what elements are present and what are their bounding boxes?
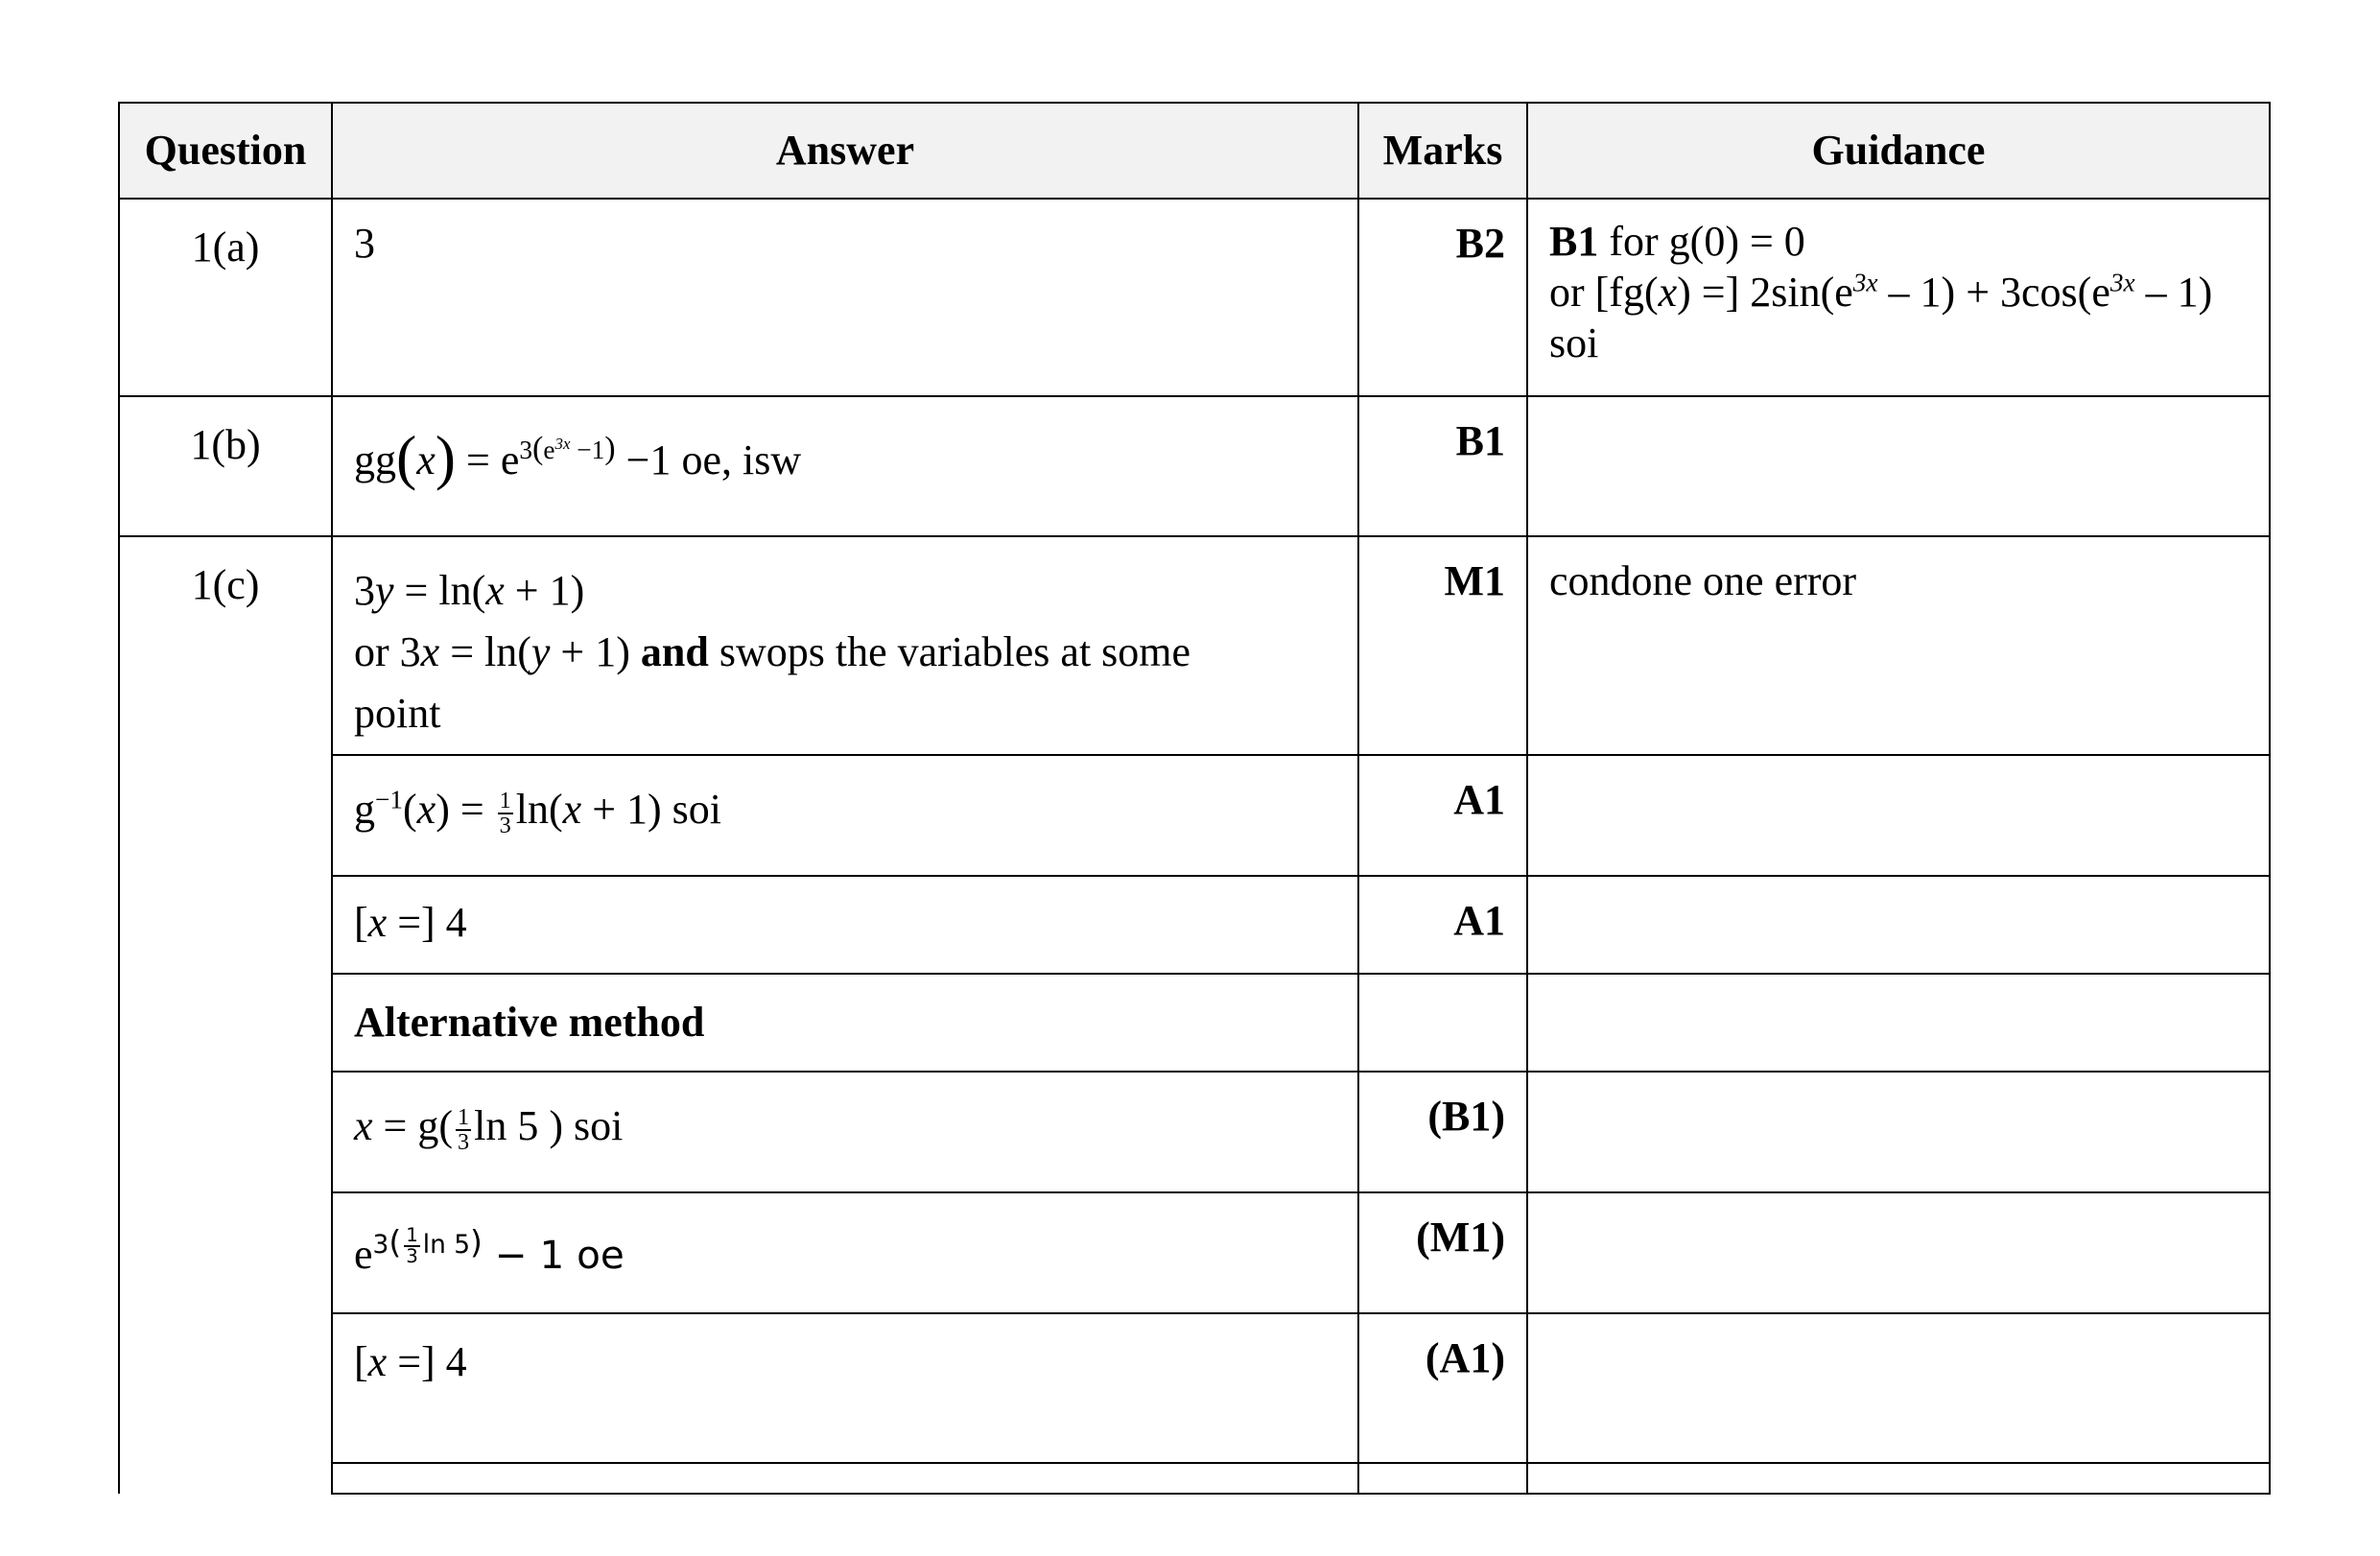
math-text: = e: [456, 436, 520, 483]
math-text: =] 4: [387, 899, 467, 946]
math-var: x: [485, 567, 505, 614]
math-text: + 1): [504, 567, 585, 614]
header-answer: Answer: [332, 103, 1358, 199]
marks-cell: M1: [1358, 536, 1527, 755]
answer-cell: [332, 1313, 1358, 1463]
answer-cell: [332, 1192, 1358, 1313]
marks-cell: (A1): [1358, 1313, 1527, 1463]
header-guidance: Guidance: [1527, 103, 2270, 199]
continuation-cell: [1527, 1463, 2270, 1494]
header-marks: Marks: [1358, 103, 1527, 199]
table-row: [119, 1192, 2270, 1313]
guidance-cell: [1527, 876, 2270, 974]
math-text: (: [403, 786, 417, 833]
header-question: Question: [119, 103, 332, 199]
math-exponent: 3( 1 3 ln 5): [372, 1223, 483, 1267]
math-var: x: [416, 436, 436, 483]
answer-cell: 3: [332, 199, 1358, 396]
table-row: [119, 755, 2270, 876]
table-row: [119, 1072, 2270, 1192]
answer-cell: [332, 876, 1358, 974]
answer-cell: [332, 1072, 1358, 1192]
section-heading: Alternative method: [332, 974, 1358, 1072]
math-text: + 1): [550, 627, 641, 675]
math-var: x: [354, 1102, 373, 1149]
math-text: 3: [354, 567, 375, 614]
answer-cell: [332, 536, 1358, 755]
math-text: [: [354, 1338, 368, 1385]
math-text: ln(: [515, 786, 563, 833]
continuation-row: [119, 1463, 2270, 1494]
math-text: [: [354, 899, 368, 946]
math-exponent: 3x: [1852, 268, 1878, 297]
guidance-cell: condone one error: [1527, 536, 2270, 755]
math-var: y: [375, 567, 394, 614]
math-text: = ln(: [393, 567, 486, 614]
answer-text: swops the variables at some: [708, 627, 1191, 675]
math-text: or 3: [354, 627, 421, 675]
table-row: [119, 396, 2270, 536]
math-text: e: [354, 1230, 373, 1278]
marks-cell: B2: [1358, 199, 1527, 396]
marks-cell: [1358, 974, 1527, 1072]
math-text: ln 5 ) soi: [474, 1102, 624, 1149]
math-text: =] 4: [387, 1338, 467, 1385]
question-number: 1(c): [119, 536, 332, 1494]
math-text: = ln(: [439, 627, 531, 675]
emphasis-text: and: [640, 627, 709, 675]
guidance-text: ) =] 2sin(e: [1677, 268, 1853, 316]
answer-cell: $gg(x) = e^{3(e^{3x} -1)} -1$ oe, isw: [332, 396, 1358, 536]
continuation-cell: [1358, 1463, 1527, 1494]
marks-cell: A1: [1358, 755, 1527, 876]
math-var: x: [420, 627, 440, 675]
guidance-text: for g(0) = 0: [1598, 218, 1805, 265]
question-number: 1(b): [119, 396, 332, 536]
math-var: x: [367, 899, 388, 946]
table-row: [119, 536, 2270, 755]
math-exponent: 3x: [2109, 268, 2135, 297]
guidance-cell: [1527, 974, 2270, 1072]
table-row: [119, 1313, 2270, 1463]
marks-cell: (M1): [1358, 1192, 1527, 1313]
table-row: [119, 876, 2270, 974]
continuation-cell: [332, 1463, 1358, 1494]
table-row: [119, 974, 2270, 1072]
math-var: y: [530, 627, 551, 675]
guidance-cell: [1527, 1072, 2270, 1192]
marks-cell: A1: [1358, 876, 1527, 974]
mark-scheme-table: [118, 102, 2271, 1495]
math-text: gg: [354, 436, 396, 483]
fraction: $\frac{1}{3}$: [458, 1103, 470, 1155]
guidance-cell: [1527, 199, 2270, 396]
math-text: − 1 oe: [482, 1231, 624, 1278]
math-var: x: [416, 786, 436, 833]
math-exponent: 3(e3x −1): [519, 431, 616, 467]
answer-cell: [332, 755, 1358, 876]
guidance-text: – 1) + 3cos(e: [1877, 268, 2110, 316]
table-row: [119, 199, 2270, 396]
math-text: + 1) soi: [581, 786, 722, 833]
marks-cell: (B1): [1358, 1072, 1527, 1192]
math-var: x: [1658, 268, 1678, 316]
question-number: 1(a): [119, 199, 332, 396]
guidance-cell: [1527, 755, 2270, 876]
guidance-mark: B1: [1549, 218, 1599, 265]
math-var: x: [562, 786, 582, 833]
math-text: g: [354, 786, 375, 833]
answer-text: point: [354, 689, 441, 737]
math-var: x: [367, 1338, 388, 1385]
guidance-cell: [1527, 1192, 2270, 1313]
guidance-cell: [1527, 1313, 2270, 1463]
math-text: = g(: [372, 1102, 453, 1149]
math-text: ) =: [436, 786, 495, 833]
marks-cell: B1: [1358, 396, 1527, 536]
guidance-text: – 1): [2134, 268, 2213, 316]
guidance-text: soi: [1549, 318, 1599, 366]
fraction: $\frac{1}{3}$: [499, 787, 511, 838]
math-text: −1 oe, isw: [615, 436, 802, 483]
header-row: [119, 103, 2270, 199]
guidance-cell: [1527, 396, 2270, 536]
math-exponent: −1: [375, 785, 404, 814]
guidance-text: or [fg(: [1549, 268, 1659, 316]
